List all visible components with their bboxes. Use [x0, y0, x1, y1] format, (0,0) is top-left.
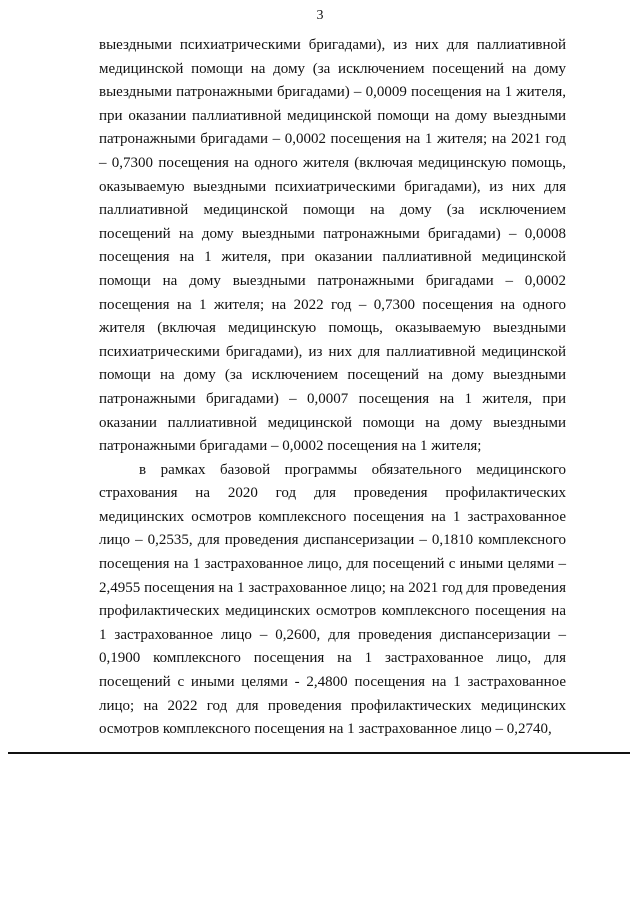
paragraph-oms-base-program: в рамках базовой программы обязательного медицинского страхования на 2020 год для проведения профилактических медицинских осмотров комплексного посещения на 1 застрахованное лицо – 0,2535, для проведения диспансеризации – 0,1810 комплексного посещения на 1 застрахованное лицо, для посещений с иными целями – 2,4955 посещения на 1 застрахованное лицо; на 2021 год для проведения профилактических медицинских осмотров комплексного посещения на 1 застрахованное лицо – 0,2600, для проведения диспансеризации – 0,1900 комплексного посещения на 1 застрахованное лицо, для посещений с иными целями - 2,4800 посещения на 1 застрахованное лицо; на 2022 год для проведения профилактических медицинских осмотров комплексного посещения на 1 застрахованное лицо – 0,2740, — [99, 461, 566, 738]
document-body — [99, 34, 566, 742]
footer-separator-line — [8, 752, 630, 754]
paragraph-continuation: выездными психиатрическими бригадами), из них для паллиативной медицинской помощи на дому (за исключением посещений на дому выездными патронажными бригадами) – 0,0009 посещения на 1 жителя, при оказании паллиативной медицинской помощи на дому выездными патронажными бригадами – 0,0002 посещения на 1 жителя; на 2021 год – 0,7300 посещения на одного жителя (включая медицинскую помощь, оказываемую выездными психиатрическими бригадами), из них для паллиативной медицинской помощи на дому (за исключением посещений на дому выездными патронажными бригадами) – 0,0008 посещения на 1 жителя, при оказании паллиативной медицинской помощи на дому выездными патронажными бригадами – 0,0002 посещения на 1 жителя; на 2022 год – 0,7300 посещения на одного жителя (включая медицинскую помощь, оказываемую выездными психиатрическими бригадами), из них для паллиативной медицинской помощи на дому (за исключением посещений на дому выездными патронажными бригадами) – 0,0007 посещения на 1 жителя, при оказании паллиативной медицинской помощи на дому выездными патронажными бригадами – 0,0002 посещения на 1 жителя; — [99, 37, 566, 455]
page-number: 3 — [316, 8, 324, 23]
